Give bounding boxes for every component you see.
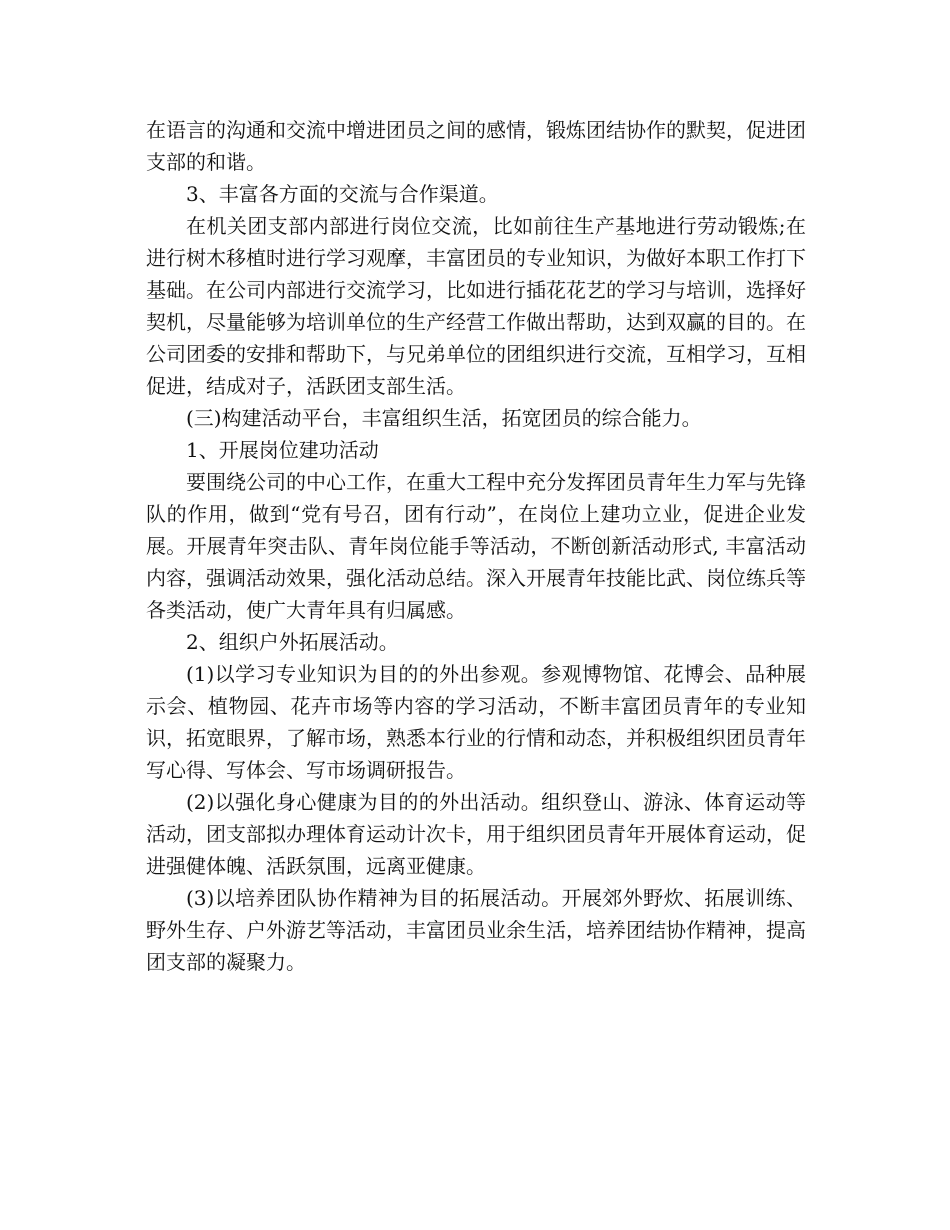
heading-1-post-merit-activity: 1、开展岗位建功活动 — [186, 438, 379, 462]
document-page — [146, 114, 806, 978]
heading-section-3-activity-platform: (三)构建活动平台，丰富组织生活，拓宽团员的综合能力。 — [186, 406, 702, 430]
paragraph-post-exchange: 在机关团支部内部进行岗位交流，比如前往生产基地进行劳动锻炼;在进行树木移植时进行学习观摩，丰富团员的专业知识，为做好本职工作打下基础。在公司内部进行交流学习，比如进行插花花艺的学习与培训，选择好契机，尽量能够为培训单位的生产经营工作做出帮助，达到双赢的目的。在公司团委的安排和帮助下，与兄弟单位的团组织进行交流，互相学习，互相促进，结成对子，活跃团支部生活。 — [146, 214, 806, 398]
heading-3-exchange-channels: 3、丰富各方面的交流与合作渠道。 — [186, 182, 499, 206]
paragraph-item-1-visits: (1)以学习专业知识为目的的外出参观。参观博物馆、花博会、品种展示会、植物园、花卉市场等内容的学习活动，不断丰富团员青年的专业知识，拓宽眼界，了解市场，熟悉本行业的行情和动态，并积极组织团员青年写心得、写体会、写市场调研报告。 — [146, 662, 806, 782]
paragraph-item-3-teamwork: (3)以培养团队协作精神为目的拓展活动。开展郊外野炊、拓展训练、野外生存、户外游艺等活动，丰富团员业余生活，培养团结协作精神，提高团支部的凝聚力。 — [146, 886, 806, 974]
paragraph-post-merit: 要围绕公司的中心工作，在重大工程中充分发挥团员青年生力军与先锋队的作用，做到“党有号召，团有行动”，在岗位上建功立业，促进企业发展。开展青年突击队、青年岗位能手等活动，不断创新活动形式, 丰富活动内容，强调活动效果，强化活动总结。深入开展青年技能比武、岗位练兵等各类活动，使广大青年具有归属感。 — [146, 470, 806, 622]
paragraph-continuation: 在语言的沟通和交流中增进团员之间的感情，锻炼团结协作的默契，促进团支部的和谐。 — [146, 118, 806, 174]
heading-2-outdoor-activities: 2、组织户外拓展活动。 — [186, 630, 399, 654]
paragraph-item-2-health: (2)以强化身心健康为目的的外出活动。组织登山、游泳、体育运动等活动，团支部拟办理体育运动计次卡，用于组织团员青年开展体育运动，促进强健体魄、活跃氛围，远离亚健康。 — [146, 790, 806, 878]
